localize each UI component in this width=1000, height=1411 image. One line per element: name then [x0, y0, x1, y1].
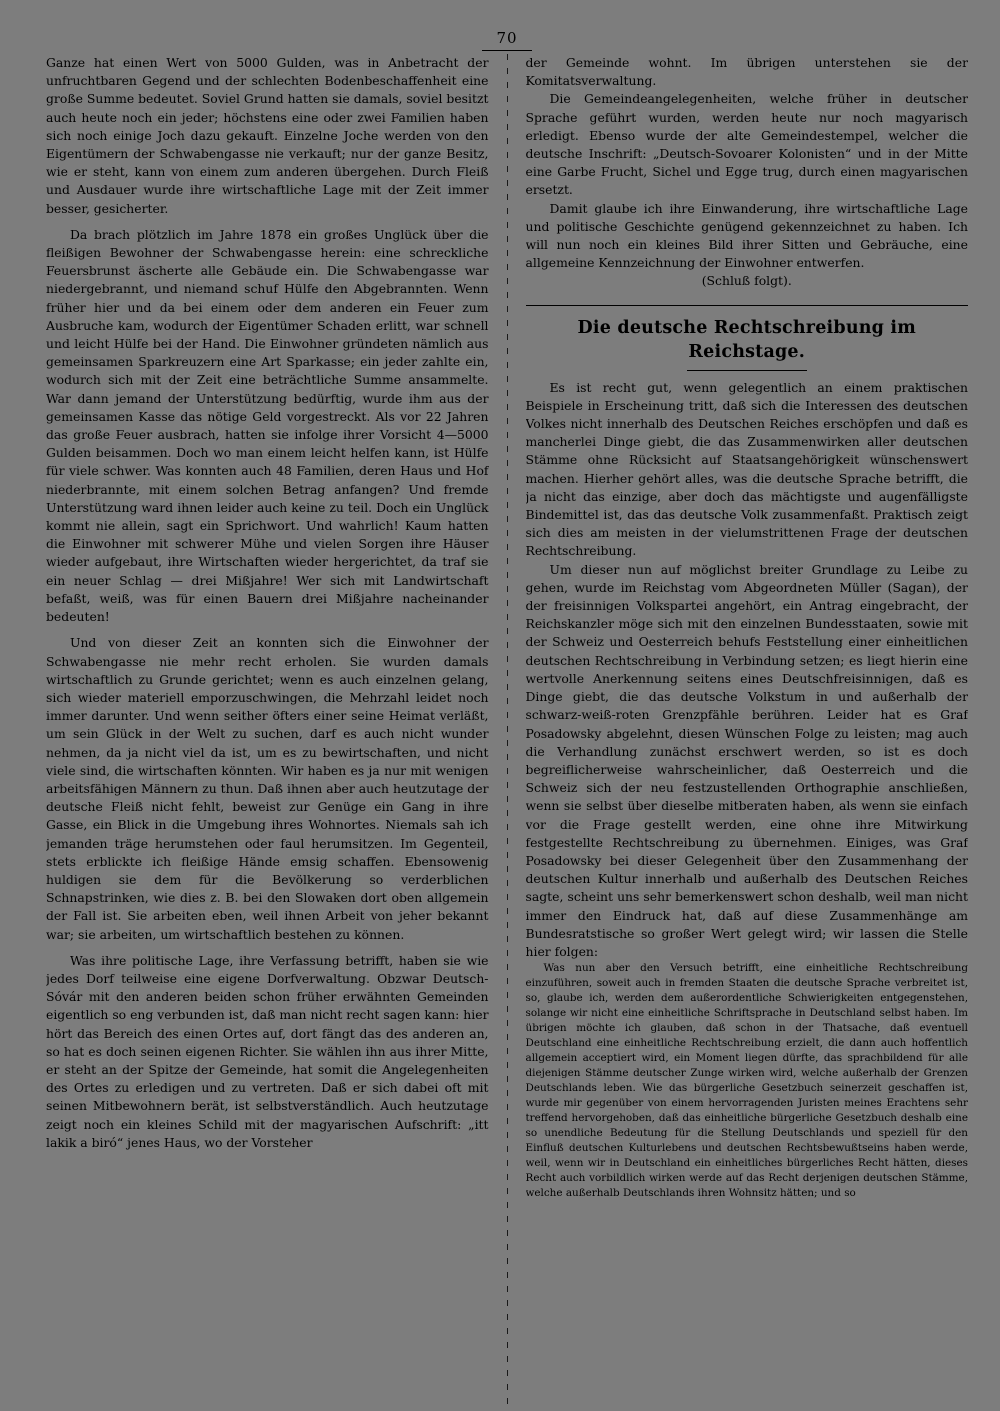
left-paragraph-4: Was ihre politische Lage, ihre Verfassung betrifft, haben sie wie jedes Dorf teilweise eine eigene Dorfverwaltung. Obzwar Deutsch-Sóvár mit den anderen beiden schon früher erwähnten Gemeinden eigentlich so eng verbunden ist, daß man nicht recht sagen kann: hier hört das Bereich des einen Ortes auf, dort fängt das des anderen an, so hat es doch seinen eigenen Richter. Sie wählen ihn aus ihrer Mitte, er steht an der Spitze der Gemeinde, hat somit die Angelegenheiten des Ortes zu erledigen und zu vertreten. Daß er sich dabei oft mit seinen Mitbewohnern berät, ist selbstverständlich. Auch heutzutage zeigt noch ein kleines Schild mit der magyarischen Aufschrift: „itt lakik a biró“ jenes Haus, wo der Vorsteher	[46, 952, 489, 1150]
left-paragraph-2: Da brach plötzlich im Jahre 1878 ein großes Unglück über die fleißigen Bewohner der Schwabengasse herein: eine schreckliche Feuersbrunst äscherte alle Gebäude ein. Die Schwabengasse war niedergebrannt, und niemand schuf Hülfe den Abgebrannten. Wenn früher hier und da bei einem oder dem anderen ein Feuer zum Ausbruche kam, wodurch der Eigentümer Schaden erlitt, war schnell und leicht Hülfe bei der Hand. Die Einwohner gründeten nämlich aus gemeinsamen Sparkreuzern eine Art Sparkasse; ein jeder zahlte ein, wodurch sich mit der Zeit eine beträchtliche Summe ansammelte. War dann jemand der Unterstützung bedürftig, wurde ihm aus der gemeinsamen Kasse das nötige Geld vorgestreckt. Als vor 22 Jahren das große Feuer ausbrach, hatten sie infolge ihrer Vorsicht 4—5000 Gulden beisammen. Doch wo man einem leicht helfen kann, ist Hülfe für viele schwer. Was konnten auch 48 Familien, deren Haus und Hof niederbrannte, mit einem solchen Betrag anfangen? Und fremde Unterstützung ward ihnen leider auch keine zu teil. Doch ein Unglück kommt nie allein, sagt ein Sprichwort. Und wahrlich! Kaum hatten die Einwohner mit schwerer Mühe und vielen Sorgen ihre Häuser wieder aufgebaut, ihre Wirtschaften wieder hergerichtet, da traf sie ein neuer Schlag — drei Mißjahre! Wer sich mit Landwirtschaft befaßt, weiß, was für einen Bauern drei Mißjahre nacheinander bedeuten!	[46, 226, 489, 625]
column-divider	[507, 54, 508, 1410]
right-column	[526, 54, 969, 1410]
article-headline: Die deutsche Rechtschreibung im Reichstage.	[526, 305, 969, 364]
left-column	[46, 54, 489, 1410]
article-paragraph-2: Um dieser nun auf möglichst breiter Grundlage zu Leibe zu gehen, wurde im Reichstag vom Abgeordneten Müller (Sagan), der der freisinnigen Volkspartei angehört, ein Antrag eingebracht, der Reichskanzler möge sich mit den einzelnen Bundesstaaten, sowie mit der Schweiz und Oesterreich behufs Feststellung einer einheitlichen deutschen Rechtschreibung in Verbindung setzen; es liegt hierin eine wertvolle Anerkennung seitens eines Deutschfreisinnigen, daß es Dinge giebt, die das deutsche Volkstum in und außerhalb der schwarz-weiß-roten Grenzpfähle berühren. Leider hat es Graf Posadowsky abgelehnt, diesen Wünschen Folge zu leisten; mag auch die Verhandlung zunächst erschwert werden, so ist es doch begreiflicherweise wahrscheinlicher, daß Oesterreich und die Schweiz sich der neu festzustellenden Orthographie anschließen, wenn sie selbst über dieselbe mitberaten haben, als wenn sie einfach vor die Frage gestellt werden, eine ohne ihre Mitwirkung festgestellte Rechtschreibung zu übernehmen. Einiges, was Graf Posadowsky bei dieser Gelegenheit über den Zusammenhang der deutschen Kultur innerhalb und außerhalb des Deutschen Reiches sagte, scheint uns sehr bemerkenswert schon deshalb, weil man nicht immer den Eindruck hat, daß auf diese Zusammenhänge am Bundesratstische so großer Wert gelegt wird; wir lassen die Stelle hier folgen:	[525, 561, 968, 959]
article-quote: Was nun aber den Versuch betrifft, eine einheitliche Rechtschreibung einzuführen, soweit auch in fremden Staaten die deutsche Sprache verbreitet ist, so, glaube ich, werden dem außerordentliche Schwierigkeiten entgegenstehen, solange wir nicht eine einheitliche Schriftsprache in Deutschland selbst haben. Im übrigen möchte ich glauben, daß schon in der Thatsache, daß eventuell Deutschland eine einheitliche Rechtschreibung erzielt, die dann auch hoffentlich allgemein acceptiert wird, ein Moment liegen dürfte, das sprachbildend für alle diejenigen Stämme deutscher Zunge wirken wird, welche außerhalb der Grenzen Deutschlands leben. Wie das bürgerliche Gesetzbuch seinerzeit geschaffen ist, wurde mir gegenüber von einem hervorragenden Juristen meines Erachtens sehr treffend hervorgehoben, daß das einheitliche bürgerliche Gesetzbuch deshalb eine so unendliche Bedeutung für die Stellung Deutschlands und speziell für den Einfluß deutschen Kulturlebens und deutschen Rechtsbewußtseins haben werde, weil, wenn wir in Deutschland ein einheitliches bürgerliches Recht hätten, dieses Recht auch vorbildlich wirken werde auf das Recht derjenigen deutschen Stämme, welche außerhalb Deutschlands ihren Wohnsitz hätten; und so	[525, 962, 968, 1200]
article-paragraph-1: Es ist recht gut, wenn gelegentlich an einem praktischen Beispiele in Erscheinung tritt, daß sich die Interessen des deutschen Volkes nicht innerhalb des Deutschen Reiches erschöpfen und daß es mancherlei Dinge giebt, die das Zusammenwirken aller deutschen Stämme ohne Rücksicht auf Staatsangehörigkeit wünschenswert machen. Hierher gehört alles, was die deutsche Sprache betrifft, die ja nicht das einzige, aber doch das mächtigste und augenfälligste Bindemittel ist, das das deutsche Volk zusammenfaßt. Praktisch zeigt sich dies am meisten in der vielumstrittenen Frage der deutschen Rechtschreibung.	[525, 379, 968, 559]
right-paragraph-1: der Gemeinde wohnt. Im übrigen unterstehen sie der Komitatsverwaltung.	[525, 55, 968, 89]
page-number-text: 70	[482, 28, 531, 51]
text-columns	[46, 54, 968, 1410]
continued-note: (Schluß folgt).	[701, 273, 792, 289]
left-paragraph-3: Und von dieser Zeit an konnten sich die Einwohner der Schwabengasse nie mehr recht erholen. Sie wurden damals wirtschaftlich zu Grunde gerichtet; wenn es auch einzelnen gelang, sich wieder materiell emporzuschwingen, die Mehrzahl leidet noch immer darunter. Und wenn seither öfters einer seine Heimat verläßt, um sein Glück in der Welt zu suchen, darf es auch nicht wunder nehmen, da ja nicht viel da ist, um es zu bewirtschaften, und nicht viele sind, die wirtschaften könnten. Wir haben es ja nur mit wenigen arbeitsfähigen Männern zu thun. Daß ihnen aber auch heutzutage der deutsche Fleiß nicht fehlt, beweist zur Genüge ein Gang in ihre Gasse, ein Blick in die Umgebung ihres Wohnortes. Niemals sah ich jemanden träge herumstehen oder faul herumsitzen. Im Gegenteil, stets erblickte ich fleißige Hände emsig schaffen. Ebensowenig huldigen sie dem für die Bevölkerung so verderblichen Schnapstrinken, wie dies z. B. bei den Slowaken dort oben allgemein der Fall ist. Sie arbeiten eben, weil ihnen Arbeit von jeher bekannt war; sie arbeiten, um wirtschaftlich bestehen zu können.	[46, 635, 489, 942]
left-paragraph-1: Ganze hat einen Wert von 5000 Gulden, was in Anbetracht der unfruchtbaren Gegend und der schlechten Bodenbeschaffenheit eine große Summe bedeutet. Soviel Grund hatten sie damals, soviel besitzt auch heute noch ein jeder; höchstens eine oder zwei Familien haben sich noch einige Joch dazu gekauft. Einzelne Joche werden von den Eigentümern der Schwabengasse nie verkauft; nur der ganze Besitz, wie er steht, kann von einem zum anderen übergehen. Durch Fleiß und Ausdauer wurde ihre wirtschaftliche Lage mit der Zeit immer besser, gesicherter.	[46, 55, 489, 216]
right-paragraph-2: Die Gemeindeangelegenheiten, welche früher in deutscher Sprache geführt wurden, werden heute nur noch magyarisch erledigt. Ebenso wurde der alte Gemeindestempel, welcher die deutsche Inschrift: „Deutsch-Sovoarer Kolonisten“ und in der Mitte eine Garbe Frucht, Sichel und Egge trug, durch einen magyarischen ersetzt.	[525, 91, 968, 198]
right-paragraph-3: Damit glaube ich ihre Einwanderung, ihre wirtschaftliche Lage und politische Geschichte genügend gekennzeichnet zu haben. Ich will nun noch ein kleines Bild ihrer Sitten und Gebräuche, eine allgemeine Kennzeichnung der Einwohner entwerfen.	[525, 200, 968, 271]
page-number	[46, 28, 968, 54]
headline-rule	[687, 370, 807, 371]
